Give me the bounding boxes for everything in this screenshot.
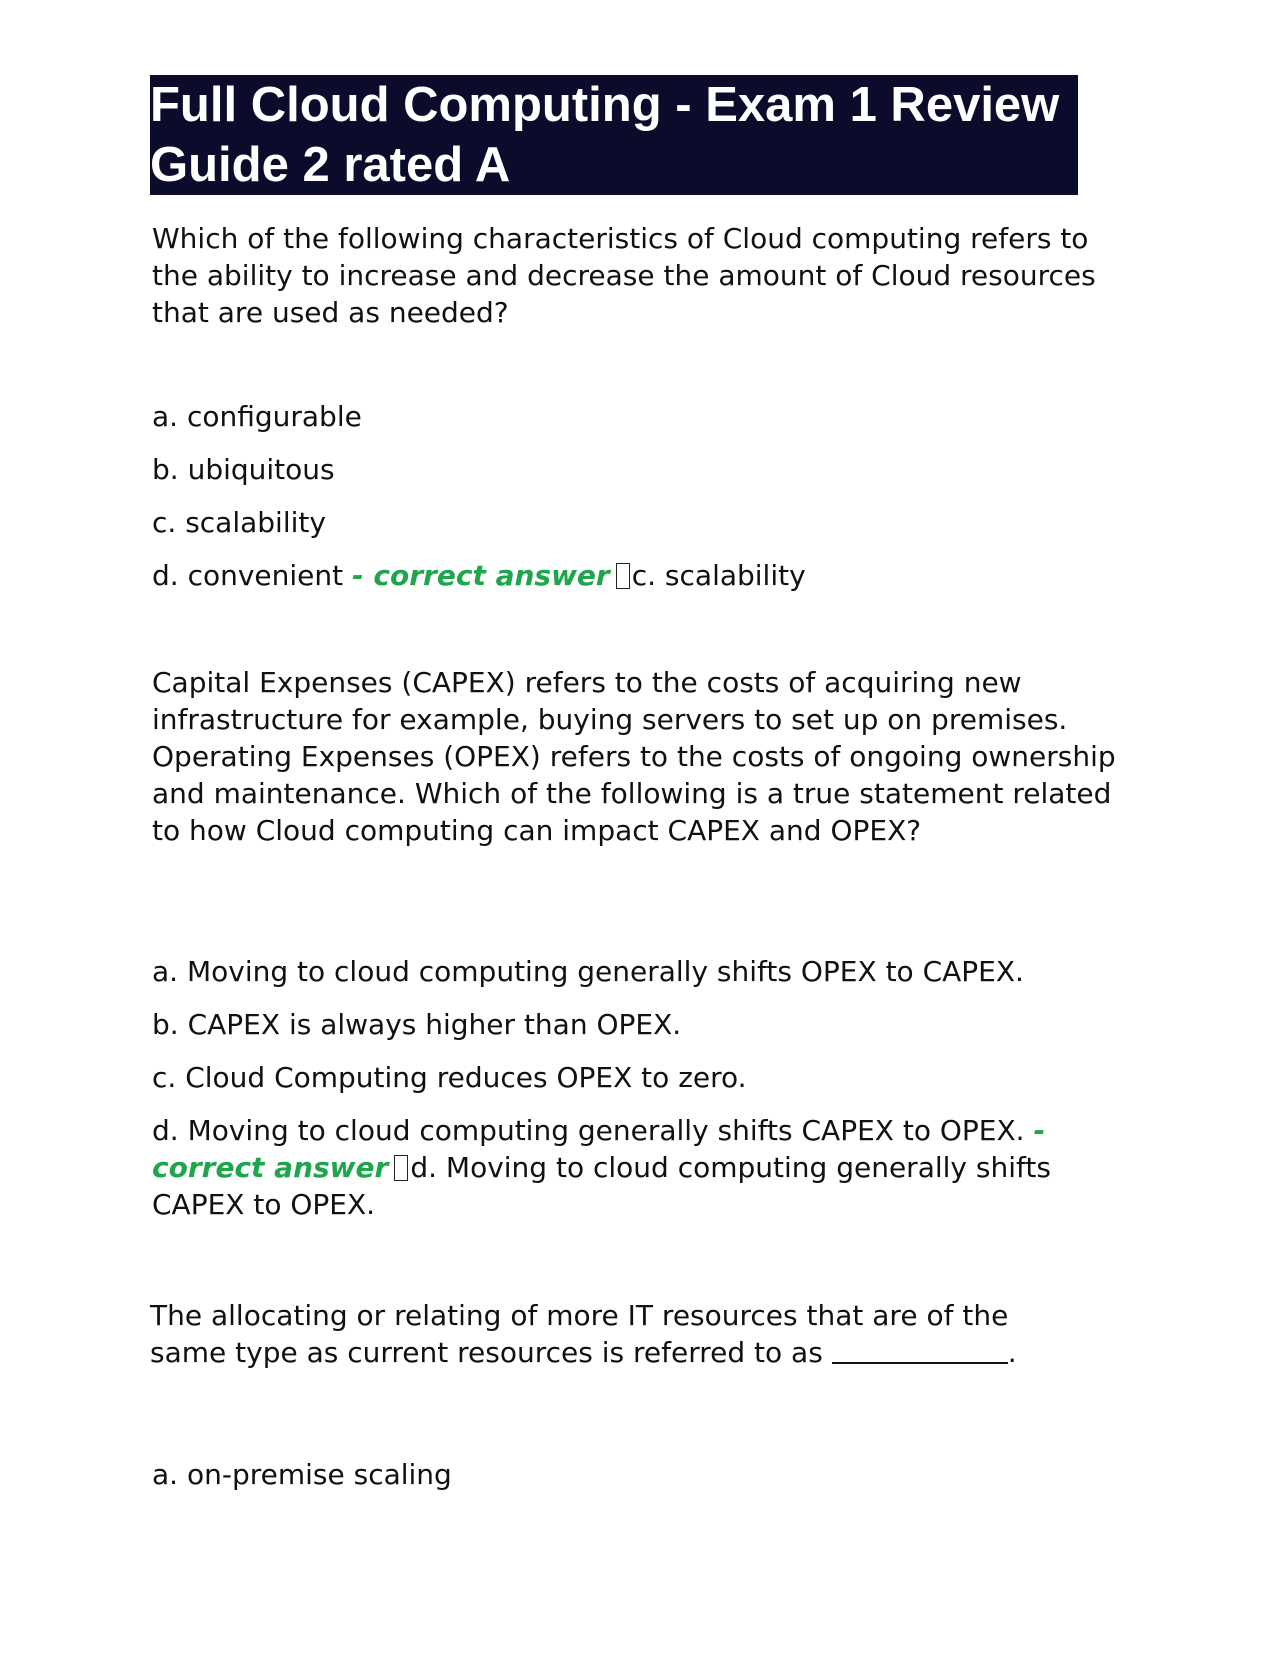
question-1-option-c: c. scalability — [152, 506, 326, 539]
title-line-1: Full Cloud Computing - Exam 1 Review — [150, 78, 1060, 132]
question-1-option-a: a. configurable — [152, 400, 362, 433]
question-1-option-d-line — [152, 557, 1132, 594]
question-1-option-b: b. ubiquitous — [152, 453, 335, 486]
question-2-option-b: b. CAPEX is always higher than OPEX. — [152, 1008, 682, 1041]
fill-in-blank — [832, 1336, 1008, 1364]
question-1-answer-marker: - correct answer — [352, 559, 610, 592]
question-2-option-d-line — [152, 1112, 1132, 1149]
question-3-text: The allocating or relating of more IT resources that are of the same type as current resources is referred to as — [150, 1299, 1009, 1369]
question-2-answer-line — [152, 1149, 1132, 1186]
question-3-period: . — [1007, 1336, 1017, 1369]
question-2-option-d: d. Moving to cloud computing generally shifts CAPEX to OPEX. — [152, 1114, 1025, 1147]
question-2-answer-part1: d. Moving to cloud computing generally shifts — [410, 1151, 1051, 1184]
question-3-option-a: a. on-premise scaling — [152, 1458, 452, 1491]
question-2-option-c: c. Cloud Computing reduces OPEX to zero. — [152, 1061, 747, 1094]
question-1-option-d: d. convenient — [152, 559, 344, 592]
question-2-answer-marker-cont: correct answer — [152, 1151, 389, 1184]
question-2-option-a: a. Moving to cloud computing generally shifts OPEX to CAPEX. — [152, 955, 1024, 988]
question-1-text: Which of the following characteristics of Cloud computing refers to the ability to increase and decrease the amount of Cloud resources that are used as needed? — [152, 222, 1096, 329]
question-3-text-block — [150, 1297, 1070, 1371]
checkbox-glyph-icon — [616, 563, 630, 589]
question-2-answer-part2: CAPEX to OPEX. — [152, 1188, 376, 1221]
question-2-text: Capital Expenses (CAPEX) refers to the costs of acquiring new infrastructure for example, buying servers to set up on premises. Operating Expenses (OPEX) refers to the costs of ongoing ownership and maintenance. Which of the following is a true statement related to how Cloud computing can impact CAPEX and OPEX? — [152, 666, 1116, 847]
question-1-answer: c. scalability — [631, 559, 806, 592]
document-title — [150, 75, 1078, 195]
title-line-2: Guide 2 rated A — [150, 138, 511, 192]
checkbox-glyph-icon — [394, 1155, 408, 1181]
question-2-answer-marker: - — [1033, 1114, 1046, 1147]
